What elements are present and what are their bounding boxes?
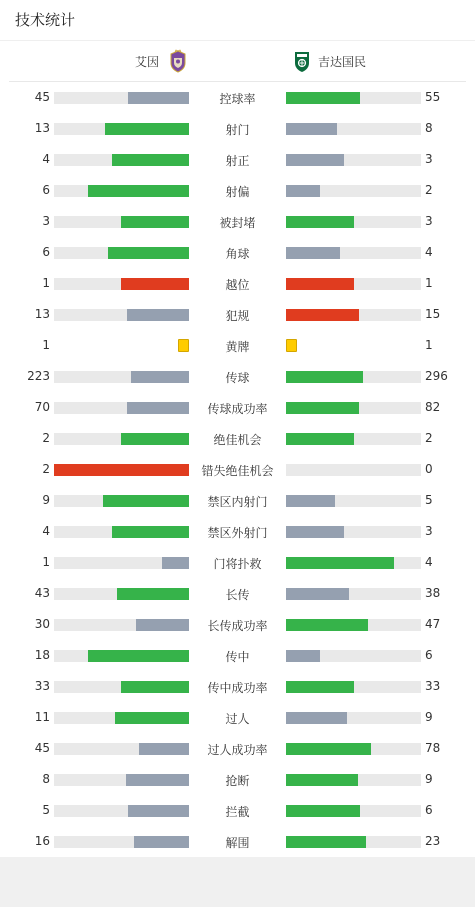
- home-stat-bar-fill: [134, 836, 189, 848]
- away-stat-bar-fill: [286, 774, 358, 786]
- stat-row: [0, 454, 475, 485]
- stat-label: 禁区内射门: [207, 495, 268, 509]
- home-stat-value: 4: [42, 524, 50, 538]
- stat-label: 错失绝佳机会: [201, 464, 274, 478]
- stat-label: 抢断: [225, 774, 250, 788]
- stat-label: 传中成功率: [207, 681, 268, 695]
- stat-label: 射正: [225, 154, 250, 168]
- stat-row: [0, 640, 475, 671]
- home-stat-bar-track: [54, 526, 189, 538]
- away-stat-value: 78: [425, 741, 441, 755]
- home-stat-bar-track: [54, 464, 189, 476]
- home-stat-value: 9: [42, 493, 50, 507]
- away-stat-value: 82: [425, 400, 441, 414]
- away-stat-value: 4: [425, 245, 433, 259]
- stat-label: 门将扑救: [213, 557, 262, 571]
- away-stat-value: 23: [425, 834, 441, 848]
- away-stat-bar-fill: [286, 154, 344, 166]
- away-stat-bar-track: [286, 278, 421, 290]
- home-stat-value: 13: [34, 307, 50, 321]
- home-stat-bar-fill: [139, 743, 189, 755]
- away-stat-bar-fill: [286, 402, 359, 414]
- home-stat-bar-fill: [126, 774, 189, 786]
- stat-row: [0, 144, 475, 175]
- home-stat-value: 70: [34, 400, 50, 414]
- home-stat-value: 2: [42, 431, 50, 445]
- away-stat-value: 8: [425, 121, 433, 135]
- stat-row: [0, 361, 475, 392]
- home-stat-value: 33: [34, 679, 50, 693]
- away-stat-bar-track: [286, 402, 421, 414]
- home-stat-bar-track: [54, 309, 189, 321]
- stat-row: [0, 175, 475, 206]
- stat-row: [0, 702, 475, 733]
- home-stat-bar-fill: [128, 92, 189, 104]
- stat-row: [0, 671, 475, 702]
- home-stat-bar-fill: [127, 402, 189, 414]
- away-stat-bar-fill: [286, 216, 354, 228]
- away-stat-bar-track: [286, 371, 421, 383]
- away-stat-bar-track: [286, 681, 421, 693]
- away-stat-bar-track: [286, 495, 421, 507]
- home-stat-bar-track: [54, 743, 189, 755]
- home-stat-value: 16: [34, 834, 50, 848]
- away-stat-bar-track: [286, 216, 421, 228]
- away-stat-bar-fill: [286, 247, 340, 259]
- away-stat-bar-track: [286, 743, 421, 755]
- home-stat-value: 18: [34, 648, 50, 662]
- away-stat-bar-fill: [286, 681, 354, 693]
- away-stat-bar-track: [286, 526, 421, 538]
- away-stat-bar-fill: [286, 712, 347, 724]
- away-stat-value: 47: [425, 617, 441, 631]
- home-stat-bar-fill: [127, 309, 189, 321]
- home-stat-bar-track: [54, 92, 189, 104]
- away-stat-value: 38: [425, 586, 441, 600]
- home-stat-bar-track: [54, 278, 189, 290]
- home-stat-value: 8: [42, 772, 50, 786]
- away-stat-value: 5: [425, 493, 433, 507]
- home-stat-bar-fill: [105, 123, 189, 135]
- away-stat-bar-fill: [286, 588, 349, 600]
- away-stat-value: 3: [425, 152, 433, 166]
- home-stat-bar-fill: [136, 619, 189, 631]
- home-stat-bar-track: [54, 836, 189, 848]
- away-stat-value: 2: [425, 183, 433, 197]
- away-stat-value: 6: [425, 803, 433, 817]
- home-stat-bar-track: [54, 216, 189, 228]
- home-stat-bar-fill: [108, 247, 189, 259]
- away-stat-bar-track: [286, 619, 421, 631]
- stat-row: [0, 516, 475, 547]
- home-stat-bar-track: [54, 588, 189, 600]
- home-stat-value: 223: [27, 369, 50, 383]
- home-stat-bar-track: [54, 681, 189, 693]
- home-stat-bar-fill: [131, 371, 189, 383]
- away-stat-bar-track: [286, 309, 421, 321]
- home-stat-value: 11: [34, 710, 50, 724]
- stat-row: [0, 485, 475, 516]
- home-team-name: 艾因: [134, 54, 159, 69]
- stat-row: [0, 330, 475, 361]
- away-stat-bar-fill: [286, 836, 366, 848]
- home-stat-bar-fill: [117, 588, 189, 600]
- away-stat-bar-track: [286, 774, 421, 786]
- away-stat-bar-fill: [286, 123, 337, 135]
- home-stat-value: 30: [34, 617, 50, 631]
- stat-label: 控球率: [219, 92, 256, 106]
- away-team[interactable]: [293, 49, 366, 73]
- away-yellow-card-icon: [286, 339, 297, 352]
- stat-label: 绝佳机会: [213, 433, 262, 447]
- home-stat-bar-fill: [121, 681, 189, 693]
- home-stat-bar-track: [54, 433, 189, 445]
- stat-row: [0, 268, 475, 299]
- stat-row: [0, 113, 475, 144]
- away-stat-bar-track: [286, 464, 421, 476]
- away-stat-value: 2: [425, 431, 433, 445]
- away-stat-bar-fill: [286, 650, 320, 662]
- away-stat-bar-track: [286, 650, 421, 662]
- home-stat-bar-fill: [88, 185, 189, 197]
- stat-label: 黄牌: [225, 340, 250, 354]
- home-stat-value: 5: [42, 803, 50, 817]
- away-stat-value: 55: [425, 90, 441, 104]
- home-stat-bar-fill: [112, 154, 189, 166]
- away-stat-bar-track: [286, 712, 421, 724]
- away-team-name: 吉达国民: [318, 54, 367, 69]
- stat-label: 角球: [225, 247, 250, 261]
- stat-row: [0, 237, 475, 268]
- stat-label: 长传成功率: [207, 619, 268, 633]
- stat-label: 拦截: [225, 805, 250, 819]
- stat-label: 被封堵: [219, 216, 256, 230]
- stat-row: [0, 764, 475, 795]
- home-stat-bar-track: [54, 557, 189, 569]
- away-stat-bar-track: [286, 805, 421, 817]
- stat-row: [0, 609, 475, 640]
- home-yellow-card-icon: [178, 339, 189, 352]
- stat-label: 射门: [225, 123, 250, 137]
- away-stat-value: 4: [425, 555, 433, 569]
- home-stat-value: 43: [34, 586, 50, 600]
- home-stat-value: 1: [42, 555, 50, 569]
- home-stat-bar-track: [54, 650, 189, 662]
- stat-row: [0, 82, 475, 113]
- stat-label: 越位: [225, 278, 250, 292]
- home-stat-value: 4: [42, 152, 50, 166]
- away-stat-bar-fill: [286, 805, 360, 817]
- away-stat-bar-fill: [286, 743, 371, 755]
- home-stat-bar-fill: [54, 464, 189, 476]
- stat-row: [0, 392, 475, 423]
- home-stat-value: 6: [42, 183, 50, 197]
- away-stat-value: 3: [425, 524, 433, 538]
- stat-label: 传中: [225, 650, 250, 664]
- stat-row: [0, 423, 475, 454]
- away-stat-bar-track: [286, 185, 421, 197]
- away-stat-bar-track: [286, 588, 421, 600]
- stats-list: [0, 82, 475, 857]
- home-stat-bar-fill: [121, 216, 189, 228]
- home-stat-bar-track: [54, 185, 189, 197]
- away-stat-bar-track: [286, 836, 421, 848]
- home-stat-value: 1: [42, 338, 50, 352]
- stat-row: [0, 206, 475, 237]
- al-ahli-crest-icon: [293, 49, 311, 73]
- section-title: 技术统计: [0, 0, 475, 41]
- away-stat-bar-fill: [286, 371, 363, 383]
- stat-label: 传球: [225, 371, 250, 385]
- away-stat-bar-fill: [286, 185, 320, 197]
- home-stat-bar-track: [54, 619, 189, 631]
- home-stat-value: 1: [42, 276, 50, 290]
- stat-label: 传球成功率: [207, 402, 268, 416]
- teams-header: [9, 41, 466, 82]
- away-stat-value: 0: [425, 462, 433, 476]
- away-stat-value: 6: [425, 648, 433, 662]
- away-stat-bar-fill: [286, 557, 394, 569]
- away-stat-bar-fill: [286, 433, 354, 445]
- stat-label: 犯规: [225, 309, 250, 323]
- home-stat-bar-fill: [128, 805, 189, 817]
- away-stat-value: 9: [425, 710, 433, 724]
- home-stat-value: 6: [42, 245, 50, 259]
- stat-label: 过人: [225, 712, 250, 726]
- home-stat-bar-track: [54, 371, 189, 383]
- home-stat-bar-fill: [162, 557, 189, 569]
- stat-row: [0, 547, 475, 578]
- away-stat-value: 1: [425, 338, 433, 352]
- home-team[interactable]: [135, 49, 187, 73]
- home-stat-bar-fill: [121, 433, 189, 445]
- stat-row: [0, 578, 475, 609]
- stat-label: 过人成功率: [207, 743, 268, 757]
- home-stat-bar-track: [54, 123, 189, 135]
- home-stat-value: 3: [42, 214, 50, 228]
- home-stat-value: 45: [34, 90, 50, 104]
- away-stat-bar-track: [286, 123, 421, 135]
- away-stat-value: 3: [425, 214, 433, 228]
- home-stat-bar-track: [54, 712, 189, 724]
- away-stat-bar-track: [286, 557, 421, 569]
- home-stat-bar-track: [54, 495, 189, 507]
- stat-label: 解围: [225, 836, 250, 850]
- away-stat-bar-track: [286, 433, 421, 445]
- home-stat-value: 45: [34, 741, 50, 755]
- away-stat-bar-fill: [286, 619, 368, 631]
- home-stat-bar-fill: [112, 526, 189, 538]
- away-stat-value: 9: [425, 772, 433, 786]
- home-stat-bar-track: [54, 774, 189, 786]
- away-stat-bar-fill: [286, 526, 344, 538]
- away-stat-value: 15: [425, 307, 441, 321]
- away-stat-value: 33: [425, 679, 441, 693]
- home-stat-bar-fill: [88, 650, 189, 662]
- away-stat-value: 296: [425, 369, 448, 383]
- stat-row: [0, 826, 475, 857]
- home-stat-value: 2: [42, 462, 50, 476]
- al-ain-crest-icon: [169, 49, 187, 73]
- away-stat-bar-track: [286, 247, 421, 259]
- away-stat-bar-track: [286, 92, 421, 104]
- home-stat-bar-track: [54, 805, 189, 817]
- stat-label: 长传: [225, 588, 250, 602]
- home-stat-value: 13: [34, 121, 50, 135]
- stat-row: [0, 299, 475, 330]
- away-stat-bar-fill: [286, 495, 335, 507]
- stat-label: 射偏: [225, 185, 250, 199]
- home-stat-bar-track: [54, 247, 189, 259]
- home-stat-bar-track: [54, 154, 189, 166]
- home-stat-bar-track: [54, 402, 189, 414]
- home-stat-bar-fill: [103, 495, 189, 507]
- stat-row: [0, 795, 475, 826]
- away-stat-bar-track: [286, 154, 421, 166]
- home-stat-bar-fill: [121, 278, 189, 290]
- stat-row: [0, 733, 475, 764]
- home-stat-bar-fill: [115, 712, 189, 724]
- away-stat-bar-fill: [286, 309, 359, 321]
- away-stat-bar-fill: [286, 92, 360, 104]
- stat-label: 禁区外射门: [207, 526, 268, 540]
- away-stat-value: 1: [425, 276, 433, 290]
- away-stat-bar-fill: [286, 278, 354, 290]
